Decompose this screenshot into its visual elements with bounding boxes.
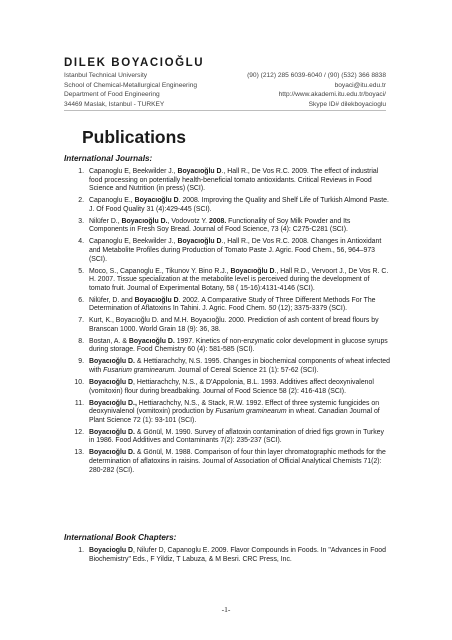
page-title: Publications [82, 127, 187, 147]
affiliation-block [64, 71, 197, 109]
entry-number: 1. [78, 547, 84, 554]
publication-entry [64, 379, 390, 396]
citation-segment: , Hettiarachchy, N.S., & D'Appolonia, B.L. 1993. Additives affect deoxynivalenol (vomitoxin) flour during breadbaking. Journal of Food Science 58 (2): 416-418 (SCI). [89, 378, 374, 395]
contact-block [247, 71, 386, 109]
entry-number: 7. [78, 317, 84, 325]
citation-segment: Capanoglu E., [89, 197, 135, 205]
author-highlight: Boyacıoğlu D [134, 296, 179, 304]
citation-text [89, 449, 390, 475]
author-highlight: Boyacıoğlu D., [89, 399, 137, 407]
author-highlight: Boyacıoğlu D [89, 378, 134, 386]
entry-number: 13. [74, 449, 84, 457]
italic-term: Fusarium graminearum. [103, 367, 177, 374]
citation-text [89, 168, 390, 194]
citation-segment: 1997. Kinetics of non-enzymatic color development in glucose syrups during storage. Food Chemistry 60 (4): 581-585 (SCI). [89, 337, 388, 354]
entry-number: 12. [74, 428, 84, 436]
citation-segment: . 2008. Improving the Quality and Shelf Life of Turkish Almond Paste. J. Of Food Quality 31 (4):429-445 (SCI). [89, 197, 389, 213]
citation-segment: Kurt, K., Boyacıoğlu D. and M.H. Boyacıoğlu. 2000. Prediction of ash content of bread flours by Branscan 1000. World Grain 18 (9): 36, 38. [89, 317, 379, 333]
publication-entry [64, 197, 390, 214]
affiliation-line: Department of Food Engineering [64, 91, 160, 98]
entry-number: 10. [74, 378, 84, 386]
publication-entry [64, 218, 390, 235]
author-highlight: Boyacioglu D [89, 547, 134, 554]
citation-segment: in wheat. Canadian Journal of Plant Science 72 (1): 93-101 (SCI). [89, 408, 380, 424]
author-highlight: Boyacıoğlu D. [89, 428, 135, 436]
author-highlight: Boyacıoğlu D [177, 238, 222, 246]
citation-segment: Capanoglu E, Beekwilder J., [89, 168, 178, 175]
citation-segment: Nilüfer D., [89, 217, 122, 225]
citation-segment: (12); 3375-3379 (SCI). [276, 305, 348, 313]
publication-entry [64, 547, 390, 564]
entry-number: 4. [78, 238, 84, 246]
entry-number: 8. [78, 337, 84, 345]
author-highlight: Boyacıoğlu D. [89, 449, 135, 457]
publication-entry [64, 168, 390, 194]
citation-text [89, 317, 390, 334]
author-highlight: 2008. [209, 217, 227, 225]
page-number: -1- [221, 605, 231, 614]
entry-number: 6. [78, 296, 84, 304]
citation-segment: , Nilufer D, Capanoglu E. 2009. Flavor Compounds in Foods. In "Advances in Food Biochemistry" Eds., F Yildiz, T Labuza, & M Besri. CRC Press, Inc. [89, 547, 386, 563]
citation-segment: ., Hall R., De Vos R.C. 2009. The effect of industrial food processing on potentially health-beneficial tomato antioxidants. Critical Reviews in Food Science and Nutrition (in press) (SCI). [89, 168, 379, 193]
citation-text [89, 358, 390, 375]
citation-segment: Functionality of Soy Milk Powder and Its Components in Fresh Soy Bread. Journal of Food Science, 73 (4): C275-C281 (SCI). [89, 217, 351, 234]
skype-id-text: Skype ID# dilekboyacioglu [308, 100, 386, 108]
citation-segment: ., Hall R., De Vos R.C. 2008. Changes in Antioxidant and Metabolite Profiles during Production of Tomato Paste J. Agric. Food Chem., 56, 964–973 (SCI). [89, 238, 382, 263]
publication-entry [64, 238, 390, 264]
citation-text [89, 268, 390, 294]
citation-segment: Nilüfer, D. and [89, 296, 135, 304]
publication-entry [64, 449, 390, 475]
citation-segment: Bostan, A. & [89, 337, 129, 345]
section-heading-journals: International Journals: [64, 154, 153, 163]
citation-segment: Capanoglu E, Beekwilder J., [89, 238, 178, 246]
entry-number: 3. [78, 217, 84, 225]
author-highlight: Boyacıoğlu D. [89, 358, 135, 366]
publication-entry [64, 317, 390, 334]
entry-number: 11. [74, 399, 84, 407]
entry-number: 2. [78, 197, 84, 205]
email-link[interactable]: boyaci@itu.edu.tr [334, 81, 386, 89]
italic-term: Fusarium graminearum [215, 408, 287, 416]
citation-text [89, 429, 390, 446]
citation-segment: & Gönül, M. 1990. Survey of aflatoxin contamination of dried figs grown in Turkey in 1986. Food Additives and Contaminants 7(2): 235-237 (SCI). [89, 428, 384, 445]
citation-segment: & Gönül, M. 1988. Comparison of four thin layer chromatographic methods for the determination of aflatoxins in raisins. Journal of Association of Official Analytical Chemists 71(2): 280-282 (SCI). [89, 449, 386, 474]
citation-segment: & Hettiarachchy, N.S. 1995. Changes in biochemical components of wheat infected with [89, 358, 390, 374]
citation-text [89, 379, 390, 396]
author-highlight: Boyacıoğlu D [134, 197, 179, 205]
publication-entry [64, 358, 390, 375]
citation-text [89, 547, 390, 564]
author-highlight: Boyacıoğlu D. [121, 217, 168, 225]
citation-text [89, 197, 390, 214]
phone-text: (90) (212) 285 6039-6040 / (90) (532) 366 8838 [247, 72, 386, 79]
entry-number: 9. [78, 358, 84, 366]
citation-segment: Journal of Cereal Science 21 (1): 57-62 (SCI). [176, 367, 319, 374]
affiliation-line: School of Chemical-Metallurgical Engineering [64, 81, 198, 89]
affiliation-line: 34469 Maslak, Istanbul - TURKEY [64, 100, 165, 108]
section-heading-book-chapters: International Book Chapters: [64, 533, 177, 542]
citation-text [89, 338, 390, 355]
author-highlight: Boyacıoğlu D [230, 267, 275, 275]
website-link[interactable]: http://www.akademi.itu.edu.tr/boyaci/ [278, 91, 386, 98]
header-divider [64, 110, 386, 111]
entry-number: 1. [78, 168, 84, 175]
citation-segment: , Vodovotz Y. [167, 217, 210, 225]
citation-segment: . 2002. A Comparative Study of Three Different Methods For The Determination of Aflatoxins In Tahini. J. Agric. Food Chem. [89, 296, 376, 313]
citation-segment: Hettiarachchy, N.S., & Stack, R.W. 1992. Effect of three systemic fungicides on deoxynivalenol (vomitoxin) production by [89, 399, 380, 416]
citation-segment: ., Hall R.D., Vervoort J., De Vos R. C. H. 2007. Tissue specialization at the metabolite level is perceived during the development of tomato fruit. Journal of Experimental Botany, 58 ( 15-16):4131-4146 (SCI). [89, 267, 389, 292]
author-highlight: Boyacıoğlu D. [128, 337, 175, 345]
publication-entry [64, 338, 390, 355]
affiliation-line: Istanbul Technical University [64, 72, 148, 79]
book-chapter-list [64, 547, 390, 564]
author-highlight: Boyacıoğlu D [177, 168, 222, 175]
citation-text [89, 400, 390, 426]
citation-segment: Moco, S., Capanoglu E., Tikunov Y. Bino R.J., [89, 267, 231, 275]
author-name: DILEK BOYACIOĞLU [64, 57, 205, 69]
citation-text [89, 218, 390, 235]
publication-entry [64, 268, 390, 294]
entry-number: 5. [78, 267, 84, 275]
publication-entry [64, 429, 390, 446]
italic-term: 50 [268, 305, 277, 313]
citation-text [89, 238, 390, 264]
publication-entry [64, 297, 390, 314]
journal-publication-list [64, 168, 390, 475]
citation-text [89, 297, 390, 314]
publication-entry [64, 400, 390, 426]
